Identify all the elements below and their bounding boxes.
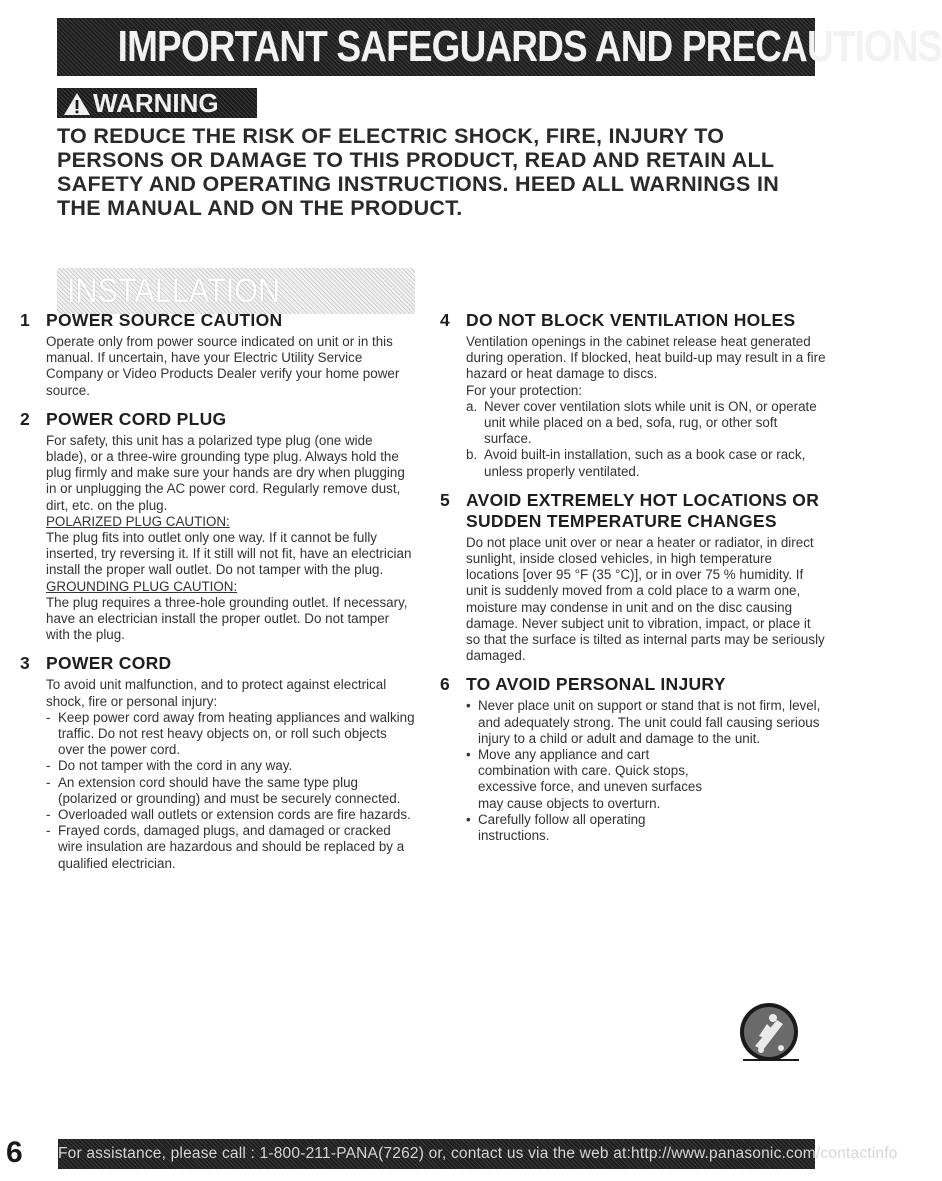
item-number: 3 [20,653,31,674]
item-title: TO AVOID PERSONAL INJURY [466,674,726,695]
warning-label: WARNING [93,88,219,118]
item-text: To avoid unit malfunction, and to protect against electrical shock, fire or personal injury: [46,677,387,709]
list-item: a. Never cover ventilation slots while unit is ON, or operate unit while placed on a bed, sofa, rug, or other soft surface. [466,398,817,447]
footer-help-text: For assistance, please call : 1-800-211-PANA(7262) or, contact us via the web at:http://www.panasonic.com/contactinfo [58,1145,898,1162]
item-hot-locations [440,490,828,665]
page-title: IMPORTANT SAFEGUARDS AND PRECAUTIONS [117,22,942,71]
list-item: • Carefully follow all operating instructions. [466,811,646,844]
page-title-banner [57,18,942,76]
section-title: INSTALLATION [67,272,281,310]
item-text: For safety, this unit has a polarized type plug (one wide blade), or a three-wire grounding type plug. Always hold the plug firmly and make sure your hands are dry when plugging in or unplugging the AC power cord. Regularly remove dust, dirt, etc. on the plug. [46,432,405,513]
item-title: POWER CORD [46,653,172,674]
list-item: • Never place unit on support or stand that is not firm, level, and adequately strong. The unit could fall causing serious injury to a child or adult and damage to the unit. [466,698,821,746]
item-text: The plug fits into outlet only one way. If it cannot be fully inserted, try reversing it. If it still will not fit, have an electrician install the proper wall outlet. Do not tamper with the plug. [46,530,412,578]
item-number: 5 [440,489,451,510]
item-personal-injury [440,674,828,844]
item-power-source-caution [20,310,415,399]
item-number: 2 [20,408,31,429]
item-title: POWER SOURCE CAUTION [46,310,283,330]
page-number: 6 [6,1136,23,1169]
list-item: • Move any appliance and cart combination with care. Quick stops, excessive force, and uneven surfaces may cause objects to overturn. [466,747,703,811]
list-item: - Keep power cord away from heating appliances and walking traffic. Do not rest heavy objects on, or roll such objects over the power cord. [46,709,415,758]
warning-triangle-icon [63,92,91,116]
item-title: AVOID EXTREMELY HOT LOCATIONS OR SUDDEN TEMPERATURE CHANGES [466,489,820,531]
item-text: The plug requires a three-hole grounding outlet. If necessary, have an electrician install the proper outlet. Do not tamper with the plug. [46,594,408,643]
item-text: For your protection: [466,382,583,398]
item-title: POWER CORD PLUG [46,408,227,429]
left-column [20,310,415,882]
item-title: DO NOT BLOCK VENTILATION HOLES [466,310,796,330]
item-number: 1 [20,310,31,330]
list-item: - An extension cord should have the same type plug (polarized or grounding) and must be securely connected. [46,774,401,806]
right-column [440,310,828,854]
item-ventilation [440,310,828,480]
item-text: Do not place unit over or near a heater or radiator, in direct sunlight, inside closed vehicles, in high temperature locations [over 95 °F (35 °C)], or in over 75 % humidity. If unit is suddenly moved from a cold place to a warm one, moisture may condense in unit and on the disc causing damage. Never subject unit to vibration, impact, or place it so that the surface is tilted as internal parts may be seriously damaged. [466,534,825,664]
warning-intro: TO REDUCE THE RISK OF ELECTRIC SHOCK, FIRE, INJURY TO PERSONS OR DAMAGE TO THIS PRODUCT, READ AND RETAIN ALL SAFETY AND OPERATING INSTRUCTIONS. HEED ALL WARNINGS IN THE MANUAL AND ON THE PRODUCT. [57,124,780,220]
item-power-cord-plug [20,409,415,644]
item-number: 6 [440,674,451,695]
list-item: b. Avoid built-in installation, such as a book case or rack, unless properly ventilated. [466,447,806,479]
warning-badge [57,88,257,118]
list-item: - Frayed cords, damaged plugs, and damaged or cracked wire insulation are hazardous and should be replaced by a qualified electrician. [46,823,405,871]
list-item: - Overloaded wall outlets or extension cords are fire hazards. [46,807,411,823]
cart-tipover-warning-icon [737,1000,801,1064]
subheading-polarized-plug: POLARIZED PLUG CAUTION: [46,513,230,529]
item-text: Operate only from power source indicated on unit or in this manual. If uncertain, have your Electric Utility Service Company or Video Products Dealer verify your home power source. [46,334,400,398]
subheading-grounding-plug: GROUNDING PLUG CAUTION: [46,578,238,594]
list-item: - Do not tamper with the cord in any way. [46,758,293,774]
item-power-cord [20,653,415,871]
item-text: Ventilation openings in the cabinet release heat generated during operation. If blocked, heat build-up may result in a fire hazard or heat damage to discs. [466,334,826,382]
item-number: 4 [440,310,451,330]
section-banner-installation [57,268,415,314]
footer-help-banner [58,1139,898,1169]
